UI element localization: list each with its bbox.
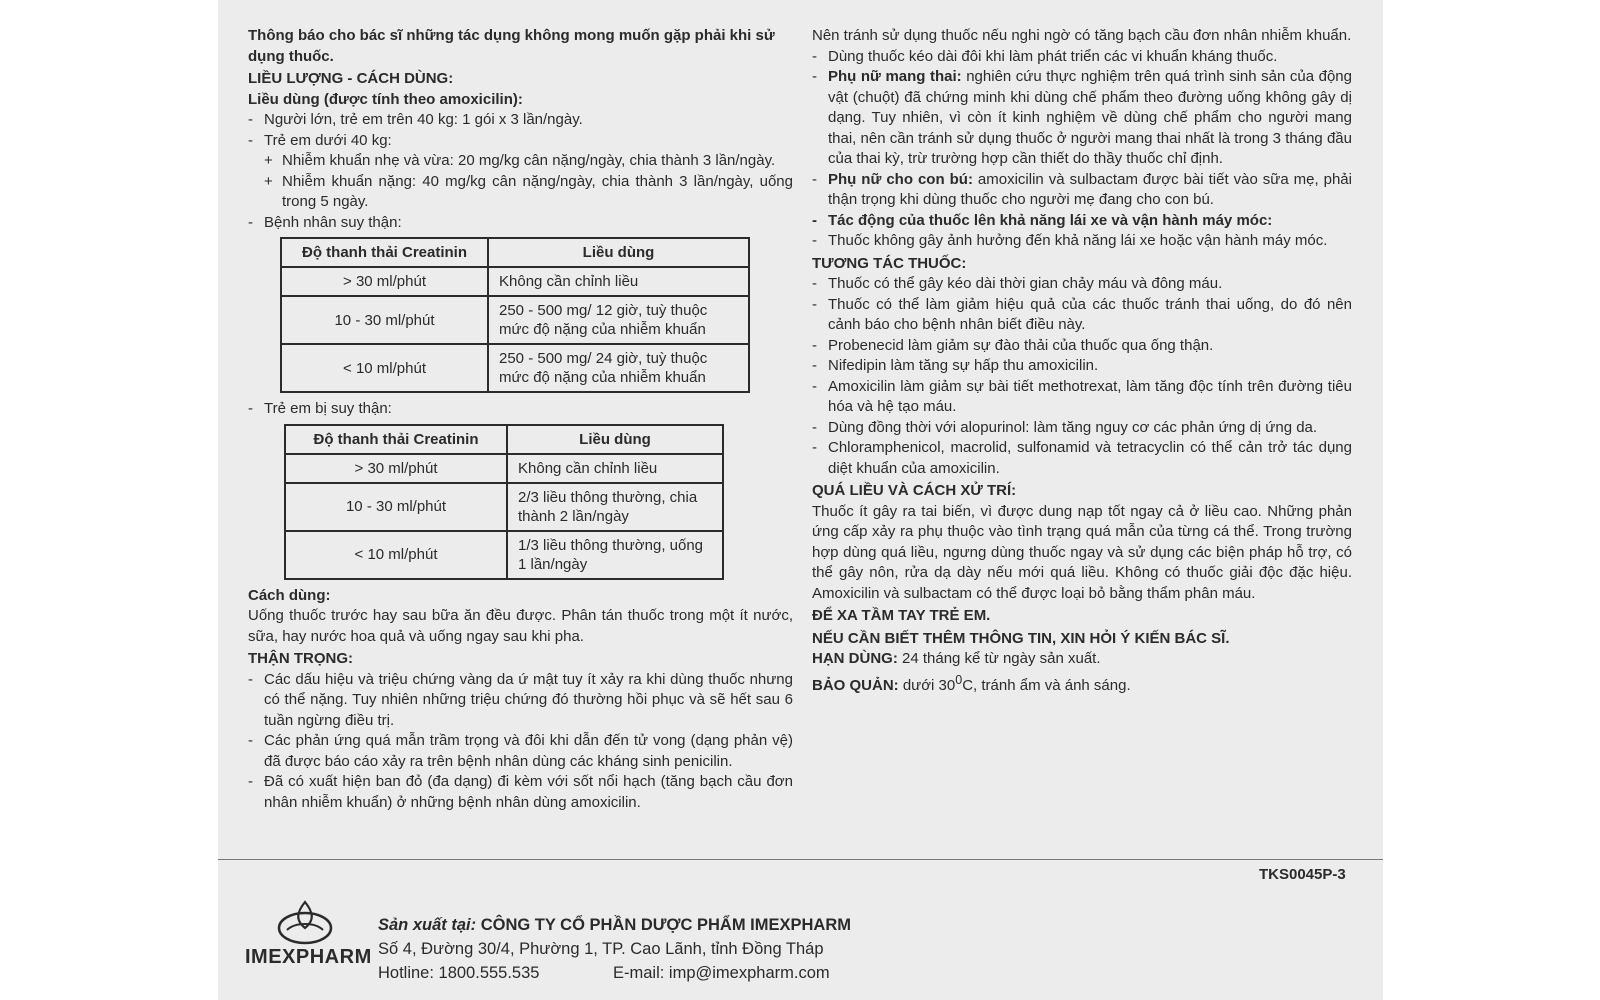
- table-cell: 2/3 liều thông thường, chia thành 2 lần/ngày: [507, 483, 723, 531]
- interaction-item: - Thuốc có thể làm giảm hiệu quả của các thuốc tránh thai uống, do đó nên cảnh báo cho bệnh nhân biết điều này.: [812, 295, 1352, 336]
- storage-text-post: C, tránh ẩm và ánh sáng.: [962, 676, 1131, 694]
- driving-text: - Thuốc không gây ảnh hưởng đến khả năng lái xe hoặc vận hành máy móc.: [812, 231, 1352, 252]
- footer-divider: [218, 859, 1383, 860]
- severe-infection-dose: + Nhiễm khuẩn nặng: 40 mg/kg cân nặng/ngày, chia thành 3 lần/ngày, uống trong 5 ngày.: [248, 172, 793, 213]
- imexpharm-logo: [245, 898, 370, 968]
- interaction-item: - Nifedipin làm tăng sự hấp thu amoxicilin.: [812, 356, 1352, 377]
- storage-text-pre: dưới 30: [898, 676, 956, 694]
- table-header-row: [281, 238, 749, 267]
- table-cell: 250 - 500 mg/ 24 giờ, tuỳ thuộc mức độ nặng của nhiễm khuẩn: [488, 344, 749, 392]
- hotline: Hotline: 1800.555.535: [378, 964, 540, 982]
- table-row: [285, 483, 723, 531]
- storage-label: BẢO QUẢN:: [812, 676, 899, 694]
- usage-text: Uống thuốc trước hay sau bữa ăn đều được. Phân tán thuốc trong một ít nước, sữa, hay nước hoa quả và uống ngay sau khi pha.: [248, 607, 793, 645]
- table-cell: Không cần chỉnh liều: [507, 454, 723, 483]
- expiry-line: [812, 649, 1352, 670]
- adult-dose: - Người lớn, trẻ em trên 40 kg: 1 gói x 3 lần/ngày.: [248, 110, 793, 131]
- table-header-dose: Liều dùng: [488, 238, 749, 267]
- table-cell: 250 - 500 mg/ 12 giờ, tuỳ thuộc mức độ nặng của nhiễm khuẩn: [488, 296, 749, 344]
- ask-doctor-warning: NẾU CẦN BIẾT THÊM THÔNG TIN, XIN HỎI Ý KIẾN BÁC SĨ.: [812, 629, 1230, 647]
- caution-item: - Các phản ứng quá mẫn trầm trọng và đôi khi dẫn đến tử vong (dạng phản vệ) đã được báo cáo xảy ra trên bệnh nhân dùng các kháng sinh penicilin.: [248, 731, 793, 772]
- table-row: [281, 344, 749, 392]
- nursing-text: amoxicilin và sulbactam được bài tiết vào sữa mẹ, phải thận trọng khi dùng thuốc cho người mẹ đang cho con bú.: [828, 170, 1352, 208]
- manufacturer-line: [378, 913, 851, 937]
- interaction-item: - Amoxicilin làm giảm sự bài tiết methotrexat, làm tăng độc tính trên đường tiêu hóa và hệ tạo máu.: [812, 377, 1352, 418]
- table-cell: > 30 ml/phút: [285, 454, 507, 483]
- manufacturer-footer: [378, 913, 851, 985]
- logo-emblem-icon: [275, 898, 335, 946]
- manufacturer-name: CÔNG TY CỔ PHẦN DƯỢC PHẨM IMEXPHARM: [476, 916, 852, 934]
- table-cell: < 10 ml/phút: [285, 531, 507, 579]
- expiry-text: 24 tháng kể từ ngày sản xuất.: [897, 650, 1101, 667]
- interaction-item: - Probenecid làm giảm sự đào thải của thuốc qua ống thận.: [812, 336, 1352, 357]
- caution-continued: Nên tránh sử dụng thuốc nếu nghi ngờ có tăng bạch cầu đơn nhân nhiễm khuẩn.: [812, 27, 1352, 44]
- nursing-label: Phụ nữ cho con bú:: [828, 170, 973, 188]
- pregnancy-note: [812, 67, 1352, 170]
- table-row: [281, 296, 749, 344]
- manufacturer-address: Số 4, Đường 30/4, Phường 1, TP. Cao Lãnh, tỉnh Đồng Tháp: [378, 940, 824, 958]
- renal-patients-label: - Bệnh nhân suy thận:: [248, 213, 793, 234]
- storage-degree: 0: [955, 672, 963, 687]
- manufacturer-label: Sản xuất tại:: [378, 916, 477, 934]
- overdose-text: Thuốc ít gây ra tai biến, vì được dung nạp tốt ngay cả ở liều cao. Những phản ứng cấp xảy ra phụ thuộc vào tình trạng quá mẫn của từng cá thể. Trong trường hợp dùng quá liều, ngưng dùng thuốc ngay và sử dụng các biện pháp hỗ trợ, có thể gây nôn, rửa dạ dày nếu mới quá liều. Không có thuốc giải độc đặc hiệu. Amoxicilin và sulbactam có thể được loại bỏ bằng thẩm phân máu.: [812, 502, 1352, 602]
- table-cell: > 30 ml/phút: [281, 267, 488, 296]
- overdose-heading: QUÁ LIỀU VÀ CÁCH XỬ TRÍ:: [812, 482, 1017, 499]
- table-row: [285, 531, 723, 579]
- table-header-creatinine: Độ thanh thải Creatinin: [281, 238, 488, 267]
- table-cell: 1/3 liều thông thường, uống 1 lần/ngày: [507, 531, 723, 579]
- renal-dose-table: [280, 237, 750, 393]
- storage-line: [812, 670, 1352, 697]
- pregnancy-text: nghiên cứu thực nghiệm trên quá trình sinh sản của động vật (chuột) đã chứng minh khi dùng chế phẩm theo đường uống không gây dị dạng. Tuy nhiên, vì còn ít kinh nghiệm về dùng chế phẩm cho người mang thai, nên cần tránh sử dụng thuốc ở người mang thai nhất là trong 3 tháng đầu của thai kỳ, trừ trường hợp cần thiết do thầy thuốc chỉ định.: [828, 68, 1352, 167]
- driving-label: - Tác động của thuốc lên khả năng lái xe và vận hành máy móc:: [812, 211, 1352, 232]
- interactions-heading: TƯƠNG TÁC THUỐC:: [812, 254, 967, 272]
- caution-item: - Các dấu hiệu và triệu chứng vàng da ứ mật tuy ít xảy ra khi dùng thuốc nhưng có thể nặng. Tuy nhiên những triệu chứng đó thường hồi phục và sẽ hết sau 6 tuần ngừng điều trị.: [248, 670, 793, 732]
- table-header-row: [285, 425, 723, 454]
- table-cell: 10 - 30 ml/phút: [281, 296, 488, 344]
- usage-heading: Cách dùng:: [248, 586, 331, 604]
- interaction-item: - Chloramphenicol, macrolid, sulfonamid và tetracyclin có thể cản trở tác dụng diệt khuẩn của amoxicilin.: [812, 438, 1352, 479]
- pregnancy-label: Phụ nữ mang thai:: [828, 68, 962, 85]
- child-renal-label: - Trẻ em bị suy thận:: [248, 399, 793, 420]
- interaction-item: - Thuốc có thể gây kéo dài thời gian chảy máu và đông máu.: [812, 274, 1352, 295]
- nursing-note: [812, 170, 1352, 211]
- expiry-label: HẠN DÙNG:: [812, 650, 898, 667]
- table-row: [285, 454, 723, 483]
- child-under-40kg: - Trẻ em dưới 40 kg:: [248, 131, 793, 152]
- mild-infection-dose: + Nhiễm khuẩn nhẹ và vừa: 20 mg/kg cân nặng/ngày, chia thành 3 lần/ngày.: [248, 151, 793, 172]
- child-renal-dose-table: [284, 424, 724, 580]
- resistance-note: - Dùng thuốc kéo dài đôi khi làm phát triển các vi khuẩn kháng thuốc.: [812, 47, 1352, 68]
- left-column: [248, 26, 793, 813]
- dosage-heading: LIỀU LƯỢNG - CÁCH DÙNG:: [248, 70, 454, 87]
- table-cell: 10 - 30 ml/phút: [285, 483, 507, 531]
- table-row: [281, 267, 749, 296]
- right-column: [812, 26, 1352, 696]
- dosage-subheading: Liều dùng (được tính theo amoxicilin):: [248, 90, 523, 108]
- intro-text: Thông báo cho bác sĩ những tác dụng không mong muốn gặp phải khi sử dụng thuốc.: [248, 27, 775, 65]
- table-header-dose: Liều dùng: [507, 425, 723, 454]
- caution-heading: THẬN TRỌNG:: [248, 650, 353, 667]
- email-contact: E-mail: imp@imexpharm.com: [613, 964, 830, 982]
- table-cell: Không cần chỉnh liều: [488, 267, 749, 296]
- document-code: TKS0045P-3: [1259, 866, 1346, 883]
- keep-away-warning: ĐỂ XA TẦM TAY TRẺ EM.: [812, 607, 991, 624]
- interaction-item: - Dùng đồng thời với alopurinol: làm tăng nguy cơ các phản ứng dị ứng da.: [812, 418, 1352, 439]
- table-header-creatinine: Độ thanh thải Creatinin: [285, 425, 507, 454]
- logo-text: IMEXPHARM: [245, 946, 372, 968]
- table-cell: < 10 ml/phút: [281, 344, 488, 392]
- caution-item: - Đã có xuất hiện ban đỏ (đa dạng) đi kèm với sốt nổi hạch (tăng bạch cầu đơn nhân nhiễm khuẩn) ở những bệnh nhân dùng amoxicilin.: [248, 772, 793, 813]
